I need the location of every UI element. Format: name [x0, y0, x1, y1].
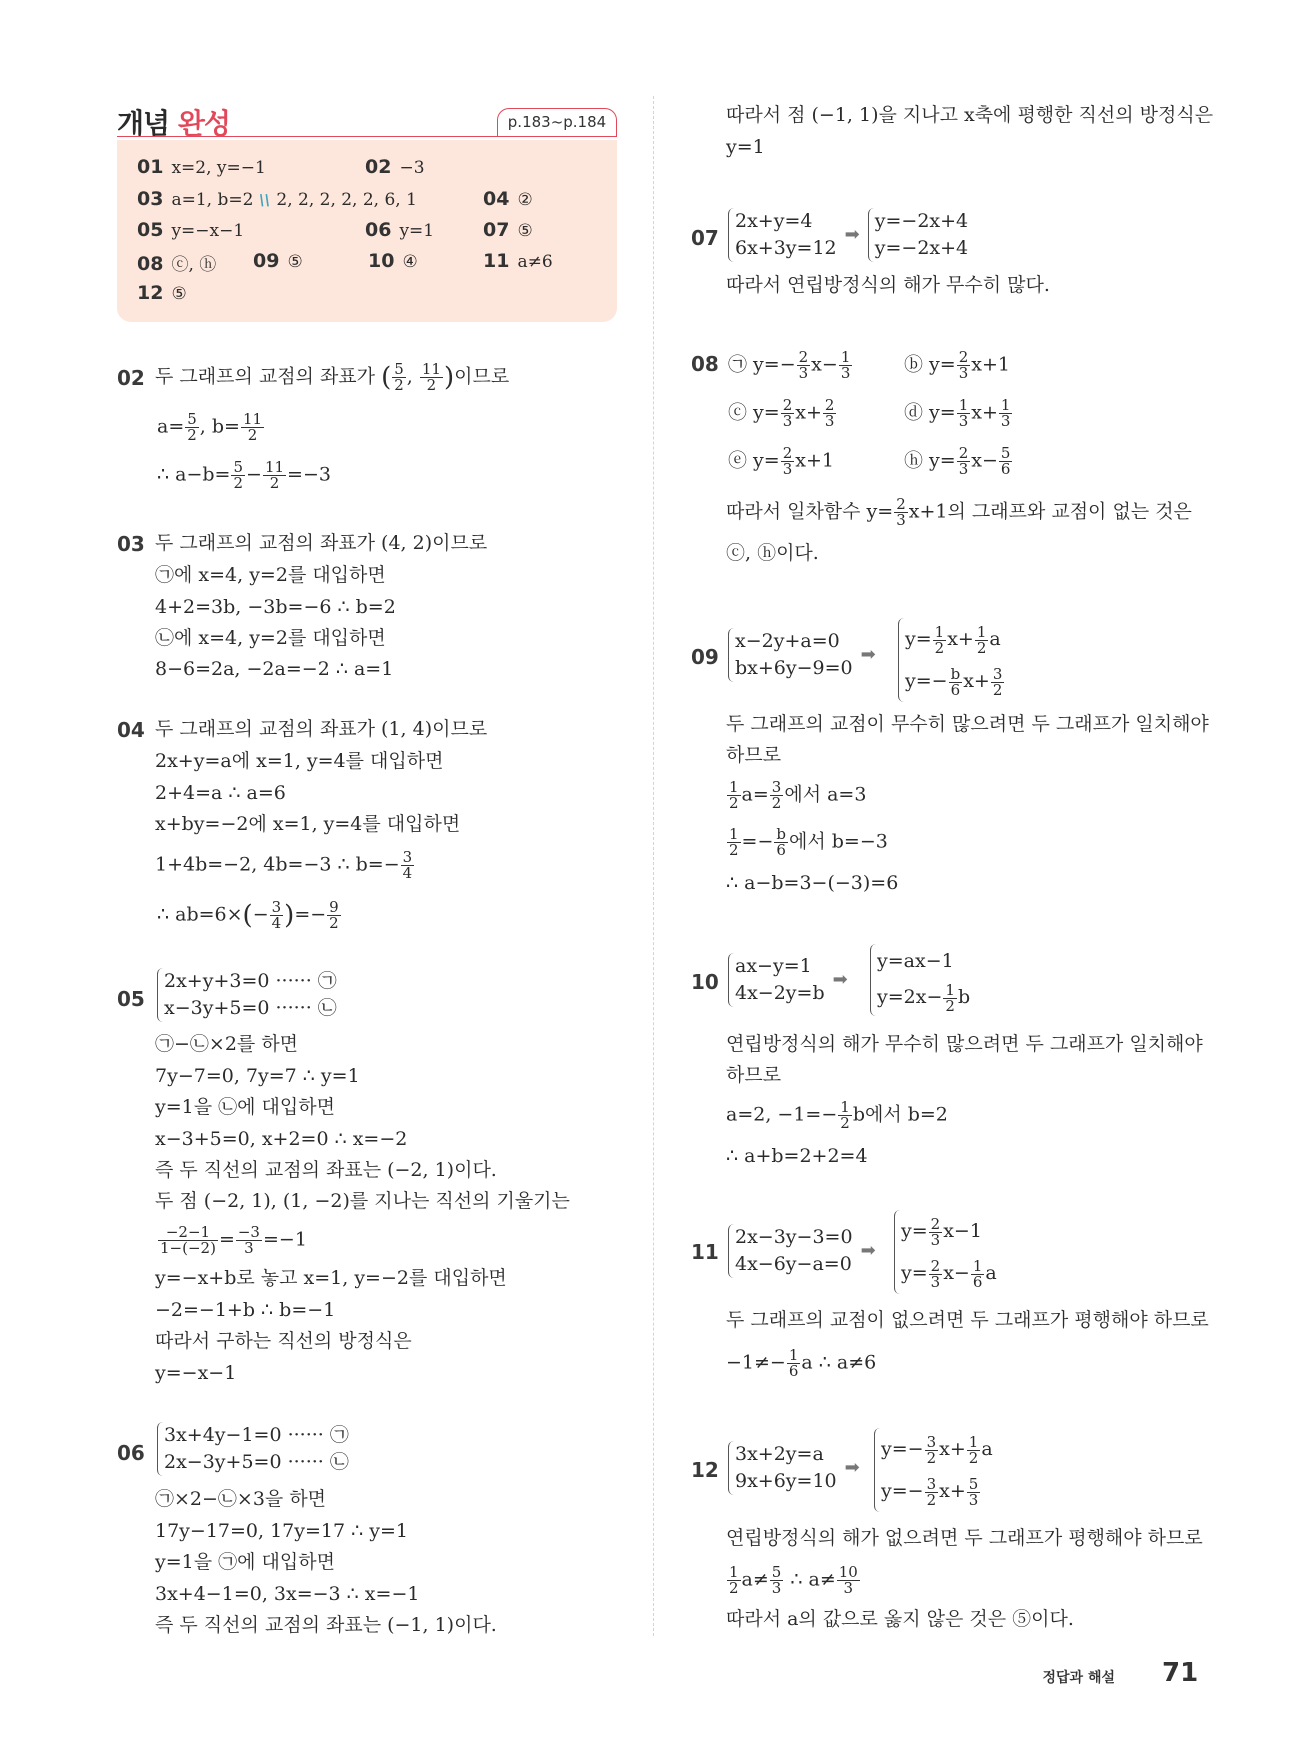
problem-number: 08 — [691, 352, 719, 376]
function-item: ⓗ y= $\frac{2}{3}$ x− $\frac{5}{6}$ — [904, 444, 1011, 478]
answer-05: 05 y=−x−1 — [137, 219, 245, 241]
answer-summary-box — [117, 140, 617, 322]
solution-line: 17y−17=0, 17y=17 ∴ y=1 — [155, 1520, 409, 1542]
solution-line: 연립방정식의 해가 무수히 많으려면 두 그래프가 일치해야 — [726, 1033, 1203, 1055]
answer-12: 12 ⑤ — [137, 282, 187, 304]
solution-line: 하므로 — [726, 744, 782, 766]
solution-line: 3x+4−1=0, 3x=−3 ∴ x=−1 — [155, 1583, 420, 1605]
solution-line: 따라서 연립방정식의 해가 무수히 많다. — [726, 274, 1050, 296]
page-number: 71 — [1162, 1658, 1199, 1688]
function-item: ⓑ y= $\frac{2}{3}$ x+1 — [904, 348, 1010, 382]
column-divider — [653, 96, 654, 1636]
answer-06: 06 y=1 — [365, 219, 435, 241]
solution-line: −1≠− $\frac{1}{6}$ a ∴ a≠6 — [726, 1346, 877, 1380]
problem-number: 11 — [691, 1240, 719, 1264]
solution-line: y=1을 ㉠에 대입하면 — [155, 1551, 335, 1573]
function-item: ⓓ y= $\frac{1}{3}$ x+ $\frac{1}{3}$ — [904, 396, 1011, 430]
arrow-icon: ➡ — [832, 969, 848, 990]
equation-system: ax−y=1 4x−2y=b ➡ — [728, 953, 856, 1007]
arrow-icon: ➡ — [844, 224, 860, 245]
solution-line: 1+4b=−2, 4b=−3 ∴ b=− $\frac{3}{4}$ — [155, 848, 413, 882]
function-item: ㉠ y=− $\frac{2}{3}$ x− $\frac{1}{3}$ — [728, 348, 851, 382]
problem-number: 10 — [691, 970, 719, 994]
answer-02: 02 −3 — [365, 156, 425, 178]
problem-number: 05 — [117, 987, 145, 1011]
solution-line: ∴ a+b=2+2=4 — [726, 1145, 868, 1167]
solution-line: ∴ a−b= $\frac{5}{2}$ − $\frac{11}{2}$ =−3 — [157, 458, 331, 492]
solution-line: −2=−1+b ∴ b=−1 — [155, 1299, 336, 1321]
solution-line: ∴ a−b=3−(−3)=6 — [726, 872, 899, 894]
answer-01: 01 x=2, y=−1 — [137, 156, 266, 178]
section-title: 개념 완성 — [117, 107, 230, 140]
footer-label: 정답과 해설 — [1042, 1670, 1115, 1686]
solution-line: $\frac{1}{2}$ a≠ $\frac{5}{3}$ ∴ a≠ $\frac{10}{3}$ — [729, 1563, 858, 1597]
solution-line: ∴ ab=6×(− $\frac{3}{4}$ )=− $\frac{9}{2}$ — [157, 898, 339, 932]
solution-line: 연립방정식의 해가 없으려면 두 그래프가 평행해야 하므로 — [726, 1527, 1203, 1549]
problem-number: 12 — [691, 1458, 719, 1482]
solution-line: ㉡에 x=4, y=2를 대입하면 — [155, 627, 386, 649]
solution-line: 두 그래프의 교점의 좌표가 ( $\frac{5}{2}$ , $\frac{11}{2}$ )이므로 — [155, 360, 510, 394]
solution-line: 두 그래프의 교점의 좌표가 (4, 2)이므로 — [155, 532, 488, 554]
solution-line: y=1 — [726, 136, 765, 158]
solution-line: 두 그래프의 교점이 무수히 많으려면 두 그래프가 일치해야 — [726, 713, 1209, 735]
answer-08: 08 ⓒ, ⓗ — [137, 253, 217, 275]
equation-system: 3x+4y−1=0 ······ ㉠ 2x−3y+5=0 ······ ㉡ — [157, 1422, 349, 1476]
answer-03: 03 a=1, b=2 \\ 2, 2, 2, 2, 2, 6, 1 — [137, 188, 417, 210]
solution-line: 두 그래프의 교점의 좌표가 (1, 4)이므로 — [155, 718, 488, 740]
solution-line: a=2, −1=− $\frac{1}{2}$ b에서 b=2 — [726, 1098, 948, 1132]
equation-system: 3x+2y=a 9x+6y=10 ➡ — [728, 1441, 868, 1495]
header-rule — [117, 136, 617, 137]
answer-07: 07 ⑤ — [483, 219, 533, 241]
solution-line: ⓒ, ⓗ이다. — [726, 542, 819, 564]
solution-line: 하므로 — [726, 1064, 782, 1086]
solution-line: 7y−7=0, 7y=7 ∴ y=1 — [155, 1065, 360, 1087]
solution-line: $\frac{1}{2}$ =− $\frac{b}{6}$ 에서 b=−3 — [729, 825, 888, 859]
solution-line: ㉠에 x=4, y=2를 대입하면 — [155, 564, 386, 586]
problem-number: 04 — [117, 718, 145, 742]
solution-line: x−3+5=0, x+2=0 ∴ x=−2 — [155, 1128, 408, 1150]
solution-line: a= $\frac{5}{2}$ , b= $\frac{11}{2}$ — [157, 410, 263, 444]
solution-line: ㉠×2−㉡×3을 하면 — [155, 1488, 327, 1510]
solution-line: 4+2=3b, −3b=−6 ∴ b=2 — [155, 596, 396, 618]
solution-line: y=−x+b로 놓고 x=1, y=−2를 대입하면 — [155, 1267, 507, 1289]
solution-line: 즉 두 직선의 교점의 좌표는 (−1, 1)이다. — [155, 1614, 497, 1636]
equation-system-result: y=− $\frac{3}{2}$ x+ $\frac{1}{2}$ a y=− $\frac{3}{2}$ x+ $\frac{5}{3}$ — [874, 1428, 993, 1512]
solution-line: y=−x−1 — [155, 1362, 237, 1384]
equation-system-result: y= $\frac{1}{2}$ x+ $\frac{1}{2}$ a y=− $\frac{b}{6}$ x+ $\frac{3}{2}$ — [898, 618, 1005, 702]
equation-system-result: y= $\frac{2}{3}$ x−1 y= $\frac{2}{3}$ x− $\frac{1}{6}$ a — [894, 1210, 997, 1294]
problem-number: 09 — [691, 645, 719, 669]
solution-line: 2+4=a ∴ a=6 — [155, 782, 286, 804]
function-item: ⓒ y= $\frac{2}{3}$ x+ $\frac{2}{3}$ — [728, 396, 835, 430]
problem-number: 03 — [117, 532, 145, 556]
arrow-icon: ➡ — [860, 644, 876, 665]
slash-icon: \\ — [257, 191, 272, 209]
equation-system: x−2y+a=0 bx+6y−9=0 ➡ — [728, 628, 884, 682]
solution-line: 즉 두 직선의 교점의 좌표는 (−2, 1)이다. — [155, 1159, 497, 1181]
solution-line: 따라서 구하는 직선의 방정식은 — [155, 1330, 412, 1352]
problem-number: 07 — [691, 226, 719, 250]
solution-line: y=1을 ㉡에 대입하면 — [155, 1096, 335, 1118]
answer-04: 04 ② — [483, 188, 533, 210]
page-range-tab: p.183~p.184 — [497, 108, 617, 136]
solution-line: ㉠−㉡×2를 하면 — [155, 1033, 299, 1055]
arrow-icon: ➡ — [844, 1457, 860, 1478]
solution-line: 따라서 일차함수 y= $\frac{2}{3}$ x+1의 그래프와 교점이 없는 것은 — [726, 495, 1192, 529]
solution-line: $\frac{-2-1}{1-(-2)}$ = $\frac{-3}{3}$ =−1 — [160, 1223, 307, 1257]
solution-line: 따라서 점 (−1, 1)을 지나고 x축에 평행한 직선의 방정식은 — [726, 104, 1214, 126]
answer-10: 10 ④ — [368, 250, 418, 272]
equation-system-result: y=ax−1 y=2x− $\frac{1}{2}$ b — [870, 944, 970, 1016]
arrow-icon: ➡ — [860, 1240, 876, 1261]
solution-line: 8−6=2a, −2a=−2 ∴ a=1 — [155, 658, 394, 680]
solution-line: x+by=−2에 x=1, y=4를 대입하면 — [155, 813, 461, 835]
solution-line: 2x+y=a에 x=1, y=4를 대입하면 — [155, 750, 444, 772]
function-item: ⓔ y= $\frac{2}{3}$ x+1 — [728, 444, 834, 478]
problem-number: 06 — [117, 1441, 145, 1465]
equation-system: 2x−3y−3=0 4x−6y−a=0 ➡ — [728, 1224, 884, 1278]
answer-11: 11 a≠6 — [483, 250, 553, 272]
problem-number: 02 — [117, 366, 145, 390]
equation-system: 2x+y=4 6x+3y=12 ➡ y=−2x+4 y=−2x+4 — [728, 208, 968, 262]
solution-line: 따라서 a의 값으로 옳지 않은 것은 ⑤이다. — [726, 1608, 1074, 1630]
answer-09: 09 ⑤ — [253, 250, 303, 272]
solution-line: 두 점 (−2, 1), (1, −2)를 지나는 직선의 기울기는 — [155, 1190, 570, 1212]
solution-line: $\frac{1}{2}$ a= $\frac{3}{2}$ 에서 a=3 — [729, 778, 867, 812]
equation-system: 2x+y+3=0 ······ ㉠ x−3y+5=0 ······ ㉡ — [157, 968, 337, 1022]
solution-line: 두 그래프의 교점이 없으려면 두 그래프가 평행해야 하므로 — [726, 1309, 1209, 1331]
